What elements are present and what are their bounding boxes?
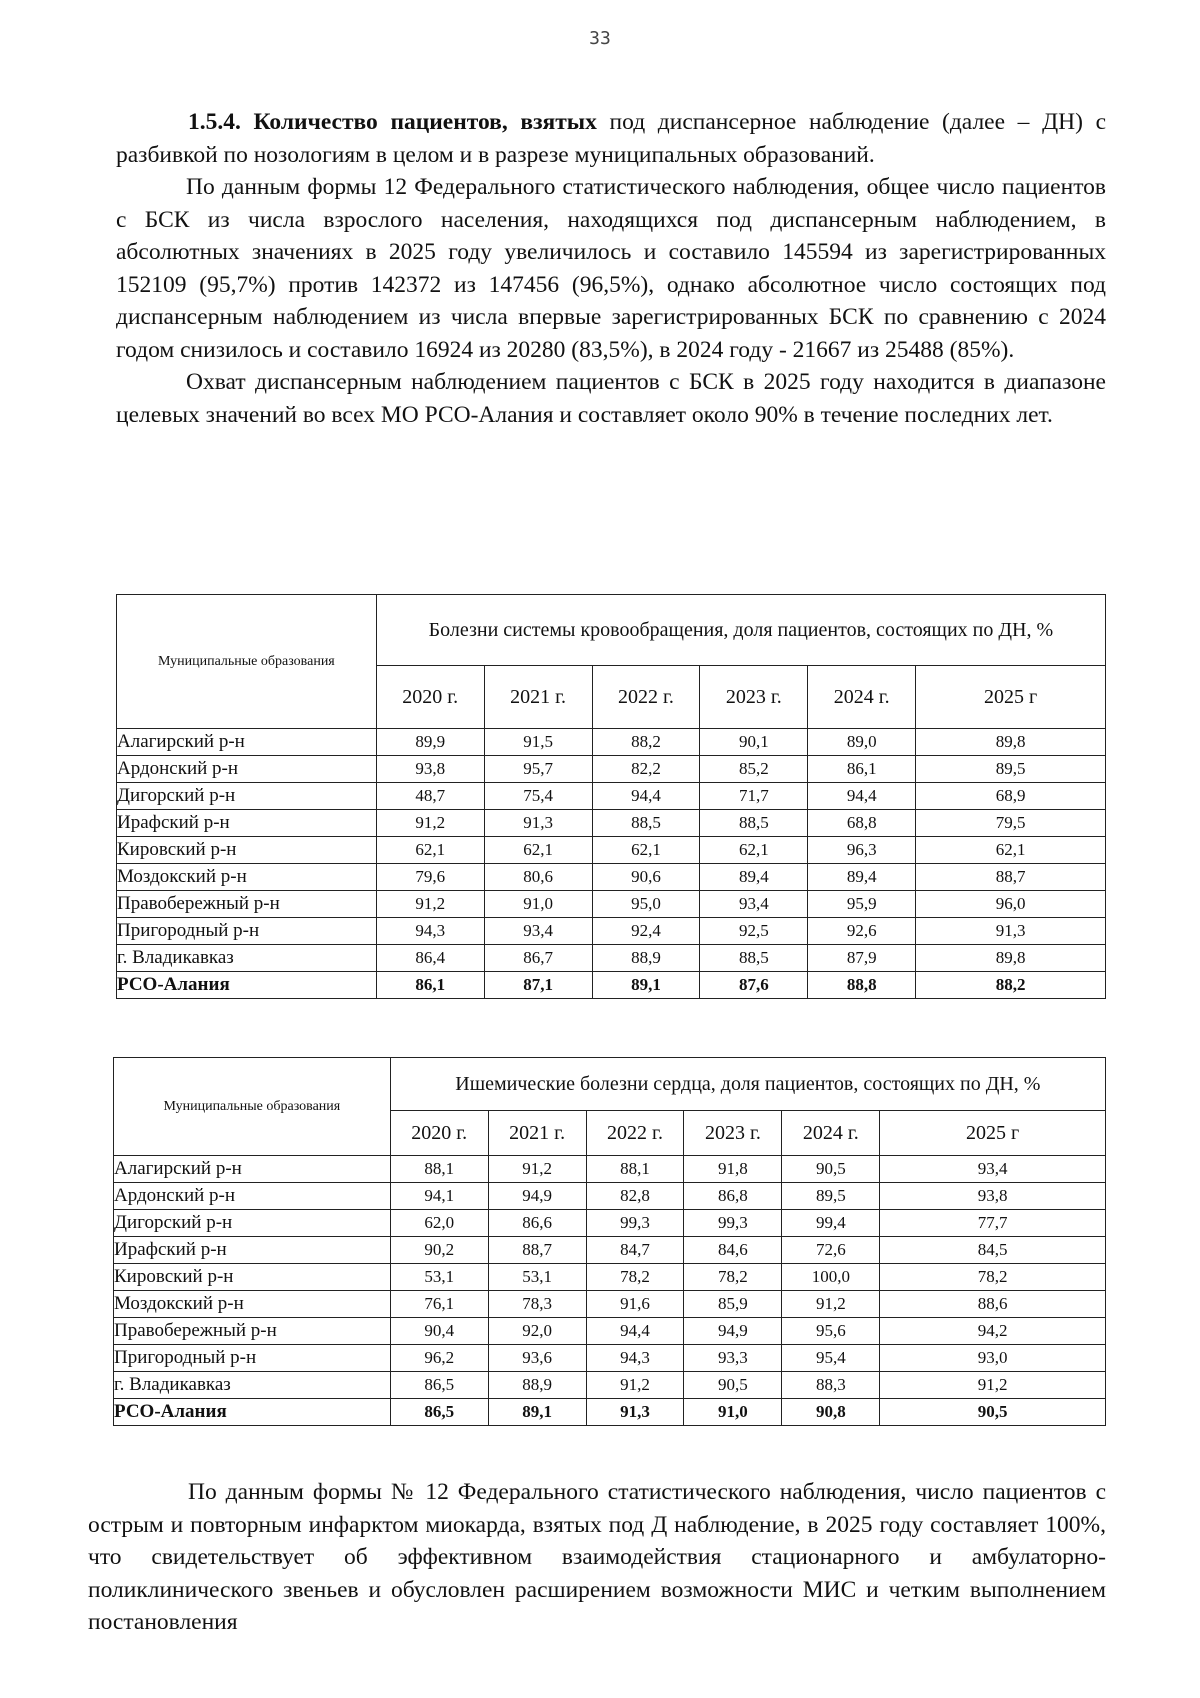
value-cell: 95,4 bbox=[782, 1345, 880, 1372]
year-header: 2021 г. bbox=[484, 666, 592, 729]
municipality-name: Ардонский р-н bbox=[117, 756, 377, 783]
value-cell: 90,2 bbox=[390, 1237, 488, 1264]
year-header: 2020 г. bbox=[376, 666, 484, 729]
value-cell: 88,5 bbox=[700, 810, 808, 837]
year-header: 2024 г. bbox=[808, 666, 916, 729]
value-cell: 93,8 bbox=[376, 756, 484, 783]
table-row bbox=[117, 810, 1106, 837]
value-cell: 91,2 bbox=[376, 891, 484, 918]
value-cell: 94,4 bbox=[586, 1318, 684, 1345]
value-cell: 94,9 bbox=[684, 1318, 782, 1345]
value-cell: 93,6 bbox=[488, 1345, 586, 1372]
value-cell: 89,4 bbox=[808, 864, 916, 891]
value-cell: 93,4 bbox=[700, 891, 808, 918]
year-header: 2025 г bbox=[880, 1111, 1106, 1156]
value-cell: 88,9 bbox=[592, 945, 700, 972]
value-cell: 86,4 bbox=[376, 945, 484, 972]
year-header: 2022 г. bbox=[592, 666, 700, 729]
value-cell: 91,3 bbox=[484, 810, 592, 837]
value-cell: 93,8 bbox=[880, 1183, 1106, 1210]
municipality-name: Дигорский р-н bbox=[117, 783, 377, 810]
table-row bbox=[114, 1318, 1106, 1345]
bottom-paragraph: По данным формы № 12 Федерального статистического наблюдения, число пациентов с острым и повторным инфарктом миокарда, взятых под Д наблюдение, в 2025 году составляет 100%, что свидетельствует об эффективном взаимодействия стационарного и амбулаторно-поликлинического звеньев и обусловлен расширением возможности МИС и четким выполнением постановления bbox=[88, 1479, 1106, 1635]
value-cell: 75,4 bbox=[484, 783, 592, 810]
table-row bbox=[114, 1291, 1106, 1318]
value-cell: 89,9 bbox=[376, 729, 484, 756]
table-row bbox=[114, 1345, 1106, 1372]
value-cell: 95,7 bbox=[484, 756, 592, 783]
municipality-name: Ардонский р-н bbox=[114, 1183, 391, 1210]
table-row bbox=[117, 918, 1106, 945]
value-cell: 96,2 bbox=[390, 1345, 488, 1372]
total-name: РСО-Алания bbox=[114, 1399, 391, 1426]
municipality-name: г. Владикавказ bbox=[117, 945, 377, 972]
section-heading-rest: под диспансерное наблюдение (далее – ДН) с разбивкой по нозологиям в целом и в разрезе муниципальных образований. bbox=[116, 109, 1106, 168]
table-header-row bbox=[114, 1058, 1106, 1111]
value-cell: 88,5 bbox=[700, 945, 808, 972]
value-cell: 62,1 bbox=[700, 837, 808, 864]
value-cell: 94,4 bbox=[592, 783, 700, 810]
municipality-name: Кировский р-н bbox=[117, 837, 377, 864]
value-cell: 48,7 bbox=[376, 783, 484, 810]
value-cell: 86,5 bbox=[390, 1372, 488, 1399]
municipality-name: Кировский р-н bbox=[114, 1264, 391, 1291]
total-value-cell: 88,2 bbox=[916, 972, 1106, 999]
table-row bbox=[117, 756, 1106, 783]
value-cell: 84,5 bbox=[880, 1237, 1106, 1264]
table-row bbox=[117, 945, 1106, 972]
year-header: 2024 г. bbox=[782, 1111, 880, 1156]
section-heading bbox=[116, 106, 1106, 171]
year-header: 2023 г. bbox=[684, 1111, 782, 1156]
value-cell: 96,3 bbox=[808, 837, 916, 864]
value-cell: 96,0 bbox=[916, 891, 1106, 918]
table-row bbox=[114, 1183, 1106, 1210]
value-cell: 62,0 bbox=[390, 1210, 488, 1237]
value-cell: 78,2 bbox=[684, 1264, 782, 1291]
value-cell: 88,3 bbox=[782, 1372, 880, 1399]
table-total-row bbox=[117, 972, 1106, 999]
value-cell: 89,5 bbox=[916, 756, 1106, 783]
value-cell: 90,5 bbox=[684, 1372, 782, 1399]
value-cell: 88,6 bbox=[880, 1291, 1106, 1318]
value-cell: 94,3 bbox=[586, 1345, 684, 1372]
value-cell: 89,8 bbox=[916, 945, 1106, 972]
value-cell: 88,1 bbox=[390, 1156, 488, 1183]
value-cell: 90,6 bbox=[592, 864, 700, 891]
total-name: РСО-Алания bbox=[117, 972, 377, 999]
municipality-name: Дигорский р-н bbox=[114, 1210, 391, 1237]
year-header: 2023 г. bbox=[700, 666, 808, 729]
value-cell: 62,1 bbox=[592, 837, 700, 864]
value-cell: 53,1 bbox=[390, 1264, 488, 1291]
value-cell: 86,8 bbox=[684, 1183, 782, 1210]
table-row bbox=[114, 1372, 1106, 1399]
table-row bbox=[114, 1210, 1106, 1237]
bottom-text bbox=[88, 1476, 1106, 1639]
municipality-header: Муниципальные образования bbox=[117, 595, 377, 729]
municipality-name: Моздокский р-н bbox=[114, 1291, 391, 1318]
total-value-cell: 90,5 bbox=[880, 1399, 1106, 1426]
total-value-cell: 87,6 bbox=[700, 972, 808, 999]
value-cell: 79,6 bbox=[376, 864, 484, 891]
value-cell: 72,6 bbox=[782, 1237, 880, 1264]
value-cell: 78,2 bbox=[586, 1264, 684, 1291]
value-cell: 87,9 bbox=[808, 945, 916, 972]
value-cell: 91,2 bbox=[488, 1156, 586, 1183]
section-heading-bold: Количество пациентов, взятых bbox=[253, 109, 597, 135]
value-cell: 89,4 bbox=[700, 864, 808, 891]
total-value-cell: 89,1 bbox=[488, 1399, 586, 1426]
year-header: 2025 г bbox=[916, 666, 1106, 729]
value-cell: 88,9 bbox=[488, 1372, 586, 1399]
total-value-cell: 91,3 bbox=[586, 1399, 684, 1426]
value-cell: 84,7 bbox=[586, 1237, 684, 1264]
municipality-name: г. Владикавказ bbox=[114, 1372, 391, 1399]
value-cell: 62,1 bbox=[916, 837, 1106, 864]
total-value-cell: 86,1 bbox=[376, 972, 484, 999]
value-cell: 79,5 bbox=[916, 810, 1106, 837]
value-cell: 91,5 bbox=[484, 729, 592, 756]
municipality-name: Алагирский р-н bbox=[114, 1156, 391, 1183]
value-cell: 93,3 bbox=[684, 1345, 782, 1372]
intro-text bbox=[116, 106, 1106, 431]
municipality-name: Ирафский р-н bbox=[114, 1237, 391, 1264]
year-header: 2022 г. bbox=[586, 1111, 684, 1156]
value-cell: 62,1 bbox=[484, 837, 592, 864]
value-cell: 89,5 bbox=[782, 1183, 880, 1210]
group-header: Ишемические болезни сердца, доля пациентов, состоящих по ДН, % bbox=[390, 1058, 1105, 1111]
value-cell: 93,4 bbox=[484, 918, 592, 945]
value-cell: 86,6 bbox=[488, 1210, 586, 1237]
total-value-cell: 89,1 bbox=[592, 972, 700, 999]
value-cell: 99,3 bbox=[684, 1210, 782, 1237]
value-cell: 80,6 bbox=[484, 864, 592, 891]
municipality-name: Пригородный р-н bbox=[117, 918, 377, 945]
table-ibs bbox=[113, 1057, 1106, 1426]
table-total-row bbox=[114, 1399, 1106, 1426]
value-cell: 90,4 bbox=[390, 1318, 488, 1345]
value-cell: 89,8 bbox=[916, 729, 1106, 756]
value-cell: 84,6 bbox=[684, 1237, 782, 1264]
value-cell: 90,5 bbox=[782, 1156, 880, 1183]
value-cell: 76,1 bbox=[390, 1291, 488, 1318]
value-cell: 78,2 bbox=[880, 1264, 1106, 1291]
value-cell: 88,2 bbox=[592, 729, 700, 756]
value-cell: 88,1 bbox=[586, 1156, 684, 1183]
total-value-cell: 87,1 bbox=[484, 972, 592, 999]
value-cell: 100,0 bbox=[782, 1264, 880, 1291]
table-row bbox=[117, 891, 1106, 918]
value-cell: 88,5 bbox=[592, 810, 700, 837]
page-number: 33 bbox=[589, 28, 611, 49]
value-cell: 68,8 bbox=[808, 810, 916, 837]
value-cell: 91,6 bbox=[586, 1291, 684, 1318]
value-cell: 94,3 bbox=[376, 918, 484, 945]
municipality-name: Правобережный р-н bbox=[114, 1318, 391, 1345]
municipality-name: Пригородный р-н bbox=[114, 1345, 391, 1372]
table-row bbox=[117, 783, 1106, 810]
value-cell: 62,1 bbox=[376, 837, 484, 864]
value-cell: 78,3 bbox=[488, 1291, 586, 1318]
value-cell: 92,0 bbox=[488, 1318, 586, 1345]
value-cell: 99,4 bbox=[782, 1210, 880, 1237]
value-cell: 91,2 bbox=[586, 1372, 684, 1399]
value-cell: 86,1 bbox=[808, 756, 916, 783]
value-cell: 85,2 bbox=[700, 756, 808, 783]
table-row bbox=[114, 1264, 1106, 1291]
table-row bbox=[114, 1237, 1106, 1264]
group-header: Болезни системы кровообращения, доля пациентов, состоящих по ДН, % bbox=[376, 595, 1105, 666]
value-cell: 77,7 bbox=[880, 1210, 1106, 1237]
value-cell: 91,2 bbox=[782, 1291, 880, 1318]
table-header-row bbox=[117, 595, 1106, 666]
municipality-header: Муниципальные образования bbox=[114, 1058, 391, 1156]
paragraph-2: Охват диспансерным наблюдением пациентов с БСК в 2025 году находится в диапазоне целевых значений во всех МО РСО-Алания и составляет около 90% в течение последних лет. bbox=[116, 369, 1106, 428]
value-cell: 82,2 bbox=[592, 756, 700, 783]
value-cell: 94,1 bbox=[390, 1183, 488, 1210]
value-cell: 91,2 bbox=[880, 1372, 1106, 1399]
value-cell: 53,1 bbox=[488, 1264, 586, 1291]
municipality-name: Ирафский р-н bbox=[117, 810, 377, 837]
value-cell: 95,0 bbox=[592, 891, 700, 918]
value-cell: 92,4 bbox=[592, 918, 700, 945]
total-value-cell: 86,5 bbox=[390, 1399, 488, 1426]
municipality-name: Моздокский р-н bbox=[117, 864, 377, 891]
value-cell: 88,7 bbox=[916, 864, 1106, 891]
value-cell: 90,1 bbox=[700, 729, 808, 756]
value-cell: 91,2 bbox=[376, 810, 484, 837]
value-cell: 86,7 bbox=[484, 945, 592, 972]
value-cell: 95,9 bbox=[808, 891, 916, 918]
value-cell: 94,9 bbox=[488, 1183, 586, 1210]
municipality-name: Правобережный р-н bbox=[117, 891, 377, 918]
value-cell: 93,4 bbox=[880, 1156, 1106, 1183]
table-row bbox=[117, 837, 1106, 864]
total-value-cell: 91,0 bbox=[684, 1399, 782, 1426]
table-row bbox=[117, 864, 1106, 891]
value-cell: 91,3 bbox=[916, 918, 1106, 945]
value-cell: 88,7 bbox=[488, 1237, 586, 1264]
table-row bbox=[117, 729, 1106, 756]
value-cell: 85,9 bbox=[684, 1291, 782, 1318]
paragraph-1: По данным формы 12 Федерального статистического наблюдения, общее число пациентов с БСК из числа взрослого населения, находящихся под диспансерным наблюдением, в абсолютных значениях в 2025 году увеличилось и составило 145594 из зарегистрированных 152109 (95,7%) против 142372 из 147456 (96,5%), однако абсолютное число состоящих под диспансерным наблюдением из числа впервые зарегистрированных БСК по сравнению с 2024 годом снизилось и составило 16924 из 20280 (83,5%), в 2024 году - 21667 из 25488 (85%). bbox=[116, 174, 1106, 363]
value-cell: 82,8 bbox=[586, 1183, 684, 1210]
value-cell: 91,0 bbox=[484, 891, 592, 918]
value-cell: 92,6 bbox=[808, 918, 916, 945]
table-row bbox=[114, 1156, 1106, 1183]
table-bsk bbox=[116, 594, 1106, 999]
value-cell: 92,5 bbox=[700, 918, 808, 945]
value-cell: 99,3 bbox=[586, 1210, 684, 1237]
value-cell: 68,9 bbox=[916, 783, 1106, 810]
value-cell: 91,8 bbox=[684, 1156, 782, 1183]
value-cell: 93,0 bbox=[880, 1345, 1106, 1372]
section-number: 1.5.4. bbox=[188, 109, 241, 135]
year-header: 2020 г. bbox=[390, 1111, 488, 1156]
value-cell: 89,0 bbox=[808, 729, 916, 756]
total-value-cell: 90,8 bbox=[782, 1399, 880, 1426]
value-cell: 94,4 bbox=[808, 783, 916, 810]
municipality-name: Алагирский р-н bbox=[117, 729, 377, 756]
total-value-cell: 88,8 bbox=[808, 972, 916, 999]
value-cell: 95,6 bbox=[782, 1318, 880, 1345]
value-cell: 94,2 bbox=[880, 1318, 1106, 1345]
value-cell: 71,7 bbox=[700, 783, 808, 810]
year-header: 2021 г. bbox=[488, 1111, 586, 1156]
